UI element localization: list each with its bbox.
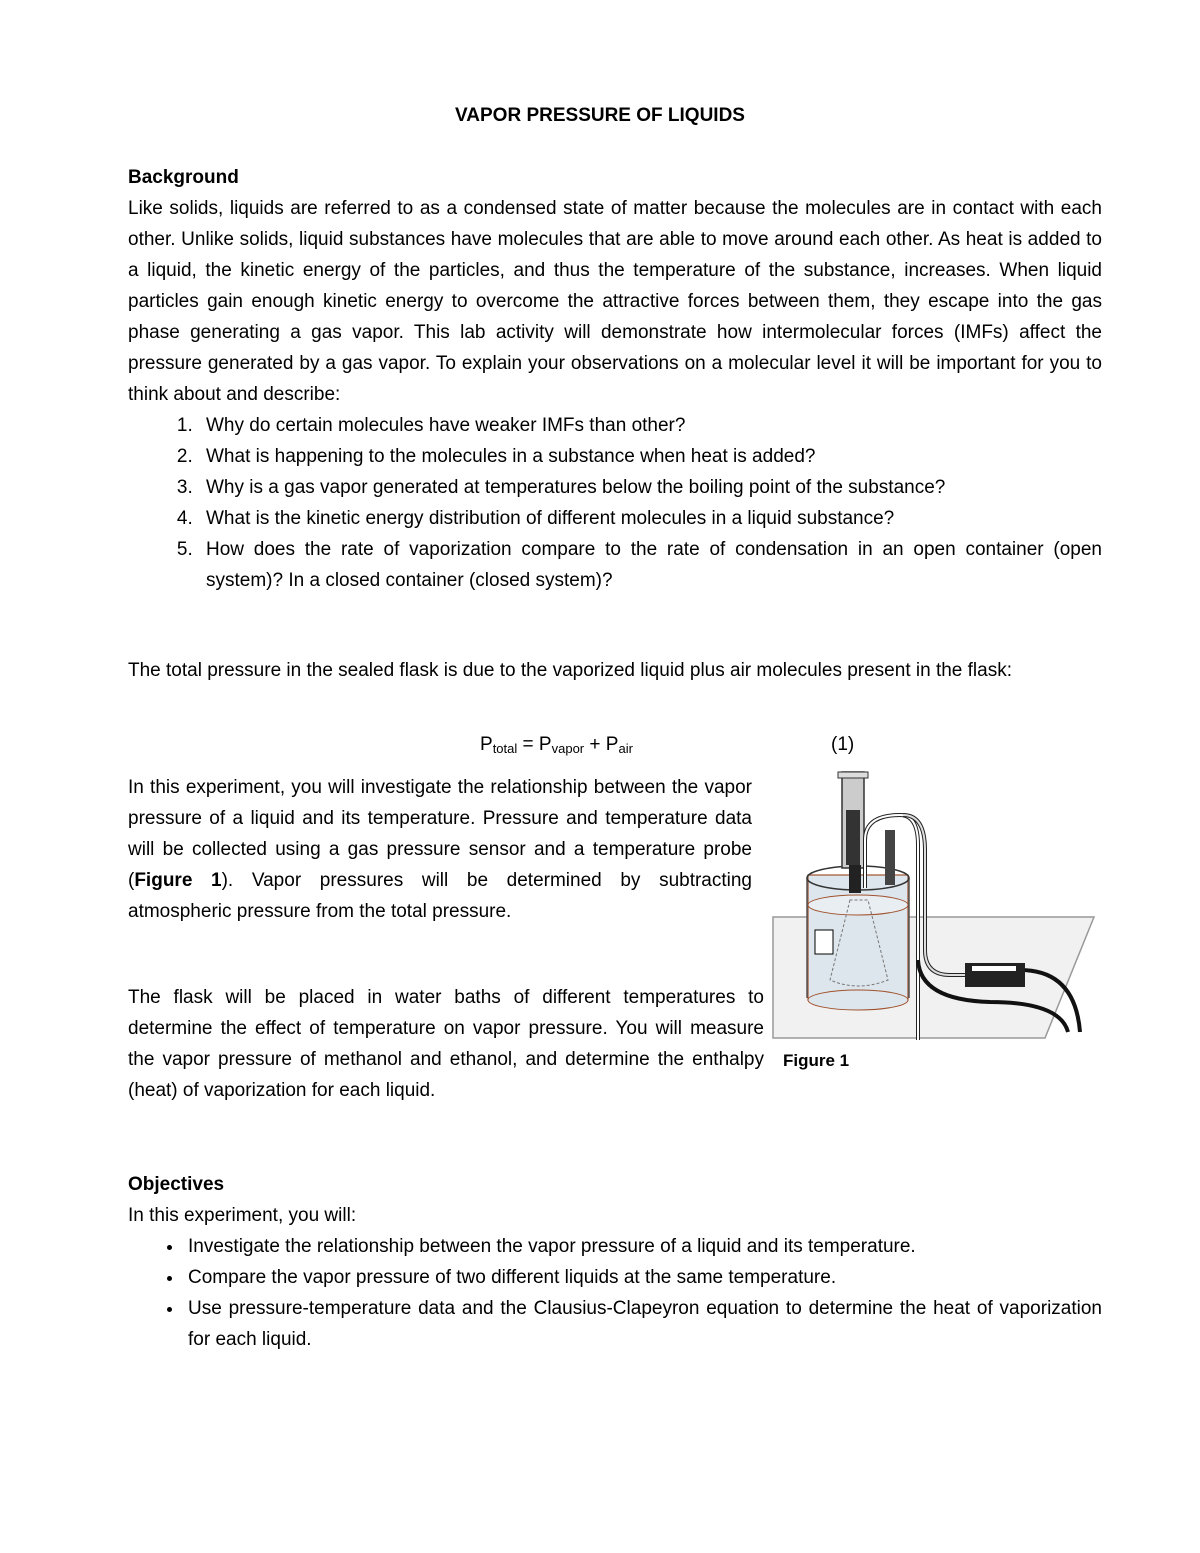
- objectives-section: [128, 1169, 1102, 1355]
- question-item: 1. Why do certain molecules have weaker IMFs than other?: [198, 410, 1102, 441]
- objective-item: • Use pressure-temperature data and the Clausius-Clapeyron equation to determine the heat of vaporization for each liquid.: [184, 1293, 1102, 1355]
- question-list: [128, 410, 1102, 596]
- temperature-probe: [885, 830, 895, 885]
- background-paragraph: Like solids, liquids are referred to as a condensed state of matter because the molecules are in contact with each other. Unlike solids, liquid substances have molecules that are able to move around each other. As heat is added to a liquid, the kinetic energy of the particles, and thus the temperature of the substance, increases. When liquid particles gain enough kinetic energy to overcome the attractive forces between them, they escape into the gas phase generating a gas vapor. This lab activity will demonstrate how intermolecular forces (IMFs) affect the pressure generated by a gas vapor. To explain your observations on a molecular level it will be important for you to think about and describe:: [128, 198, 1102, 405]
- pressure-paragraph: The total pressure in the sealed flask is due to the vaporized liquid plus air molecules present in the flask:: [128, 660, 1012, 681]
- objectives-list: [128, 1231, 1102, 1355]
- objectives-heading: Objectives: [128, 1174, 225, 1195]
- page-title: VAPOR PRESSURE OF LIQUIDS: [455, 105, 745, 126]
- background-heading: Background: [128, 167, 239, 188]
- figure-caption: Figure 1: [783, 1051, 850, 1070]
- objectives-intro: In this experiment, you will:: [128, 1205, 357, 1226]
- background-section: [128, 162, 1102, 596]
- experiment-paragraph-1: In this experiment, you will investigate the relationship between the vapor pressure of a liquid and its temperature. Pressure and temperature data will be collected using a gas pressure sensor and a temperature probe (Figure 1). Vapor pressures will be determined by subtracting atmospheric pressure from the total pressure.: [128, 777, 753, 922]
- question-item: 5. How does the rate of vaporization compare to the rate of condensation in an open container (open system)? In a closed container (closed system)?: [198, 534, 1102, 596]
- equation: $P_{total} = P_{vapor} + P_{air}$: [480, 734, 633, 756]
- objective-item: • Investigate the relationship between the vapor pressure of a liquid and its temperature.: [184, 1231, 1102, 1262]
- question-item: 4. What is the kinetic energy distribution of different molecules in a liquid substance?: [198, 503, 1102, 534]
- figure-reference: Figure 1: [134, 870, 222, 891]
- experiment-paragraph-2: The flask will be placed in water baths of different temperatures to determine the effect of temperature on vapor pressure. You will measure the vapor pressure of methanol and ethanol, and determine the enthalpy (heat) of vaporization for each liquid.: [128, 987, 764, 1101]
- apparatus-figure: [770, 770, 1100, 1045]
- question-item: 3. Why is a gas vapor generated at temperatures below the boiling point of the substance?: [198, 472, 1102, 503]
- question-item: 2. What is happening to the molecules in a substance when heat is added?: [198, 441, 1102, 472]
- equation-number: (1): [831, 734, 855, 755]
- objective-item: • Compare the vapor pressure of two different liquids at the same temperature.: [184, 1262, 1102, 1293]
